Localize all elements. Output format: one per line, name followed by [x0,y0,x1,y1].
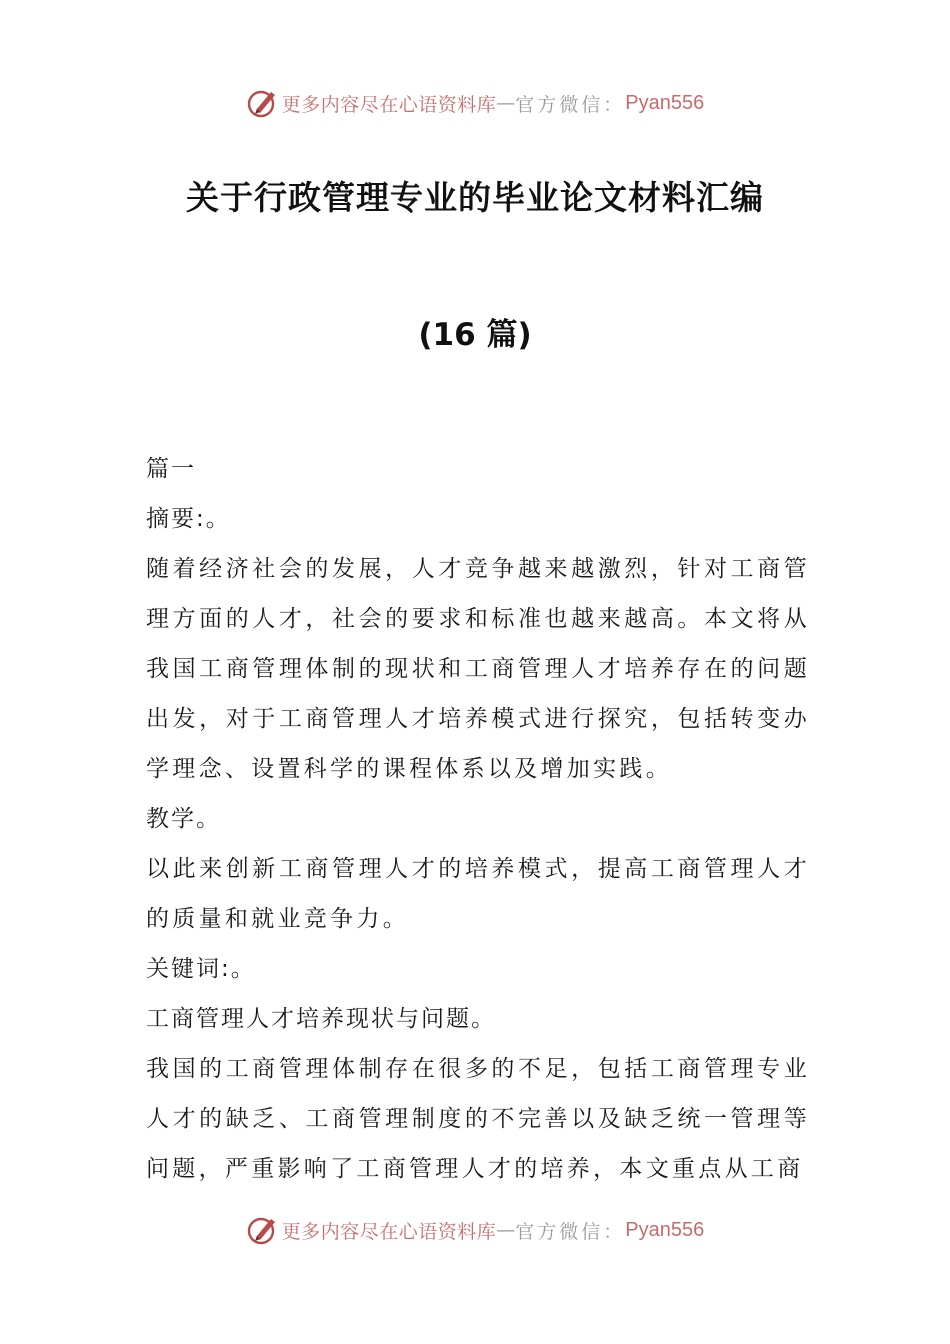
banner-separator: — [496,92,516,114]
quill-pen-icon [246,86,280,120]
banner-slogan: 更多内容尽在心语资料库 [281,1220,497,1243]
banner-wechat-label: 官方微信： [515,93,626,116]
document-title: 关于行政管理专业的毕业论文材料汇编 [186,178,764,217]
section-subheading: 工商管理人才培养现状与问题。 [146,1006,496,1032]
banner-wechat-id: Pyan556 [625,91,705,114]
keywords-label: 关键词:。 [146,956,256,982]
abstract-conclusion: 以此来创新工商管理人才的培养模式，提高工商管理人才的质量和就业竞争力。 [146,856,810,932]
abstract-label: 摘要:。 [146,506,231,532]
abstract-paragraph: 随着经济社会的发展，人才竞争越来越激烈，针对工商管理方面的人才，社会的要求和标准也越来越高。本文将从我国工商管理体制的现状和工商管理人才培养存在的问题出发，对于工商管理人才培养模式进行探究，包括转变办学理念、设置科学的课程体系以及增加实践。 [146,556,810,782]
banner-wechat-id: Pyan556 [625,1218,705,1241]
header-banner [0,83,950,123]
footer-banner [0,1210,950,1250]
body-paragraph: 我国的工商管理体制存在很多的不足，包括工商管理专业人才的缺乏、工商管理制度的不完善以及缺乏统一管理等问题，严重影响了工商管理人才的培养，本文重点从工商 [146,1056,810,1182]
banner-slogan: 更多内容尽在心语资料库 [281,93,497,116]
banner-separator: — [496,1219,516,1241]
banner-wechat-label: 官方微信： [515,1220,626,1243]
abstract-continuation: 教学。 [146,806,221,832]
document-body [146,444,810,1194]
quill-pen-icon [246,1213,280,1247]
document-subtitle: (16 篇) [418,317,532,353]
section-heading: 篇一 [146,456,196,482]
